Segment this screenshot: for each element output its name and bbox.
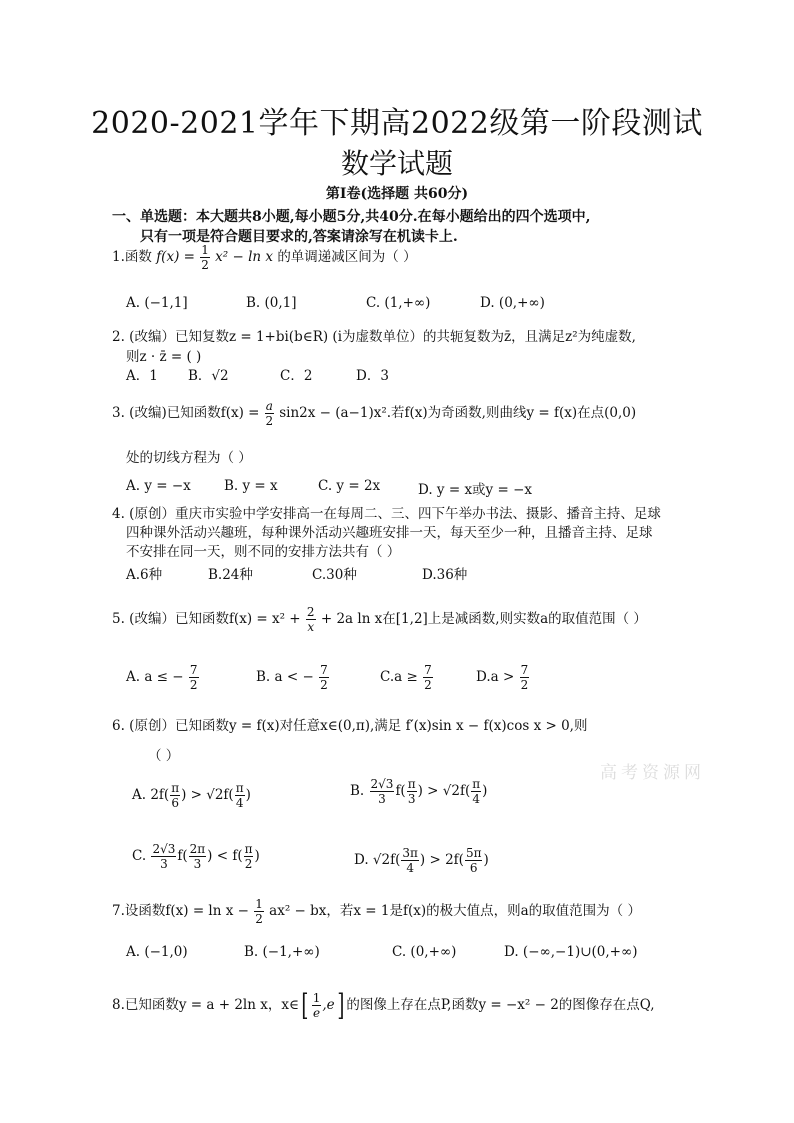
q4-option-a: A.6种: [126, 567, 163, 583]
q6-b-frac0-den: 3: [378, 792, 386, 806]
question-2-line1: 2. (改编）已知复数z = 1+bi(b∈R) (i为虚数单位）的共轭复数为z̄，且满足z²为纯虚数,: [112, 329, 636, 345]
q5-option-b-num: 7: [320, 663, 328, 677]
q6-b-frac1-den: 3: [407, 792, 416, 806]
q5-option-d-den: 2: [520, 678, 529, 692]
q6-c-frac0: [151, 843, 176, 870]
q6-b-frac0: [370, 778, 395, 805]
q1-expr-a: f(x) =: [156, 249, 200, 265]
q6-d-frac2-den: 6: [469, 861, 478, 875]
q2-option-a: A．1: [126, 368, 158, 384]
q6-b-mid2: ) > √2f(: [417, 783, 471, 799]
q5-option-a-pre: A. a ≤ −: [126, 669, 184, 685]
q6-b-pre: B.: [350, 783, 365, 799]
q6-c-frac2: [244, 843, 254, 870]
q6-d-mid: ) > 2f(: [419, 852, 464, 868]
q8-pre: 8.已知函数y = a + 2ln x，x∈: [112, 997, 299, 1013]
q6-b-frac1: [407, 778, 417, 805]
q2-option-d: D．3: [356, 368, 389, 384]
q7-fraction: [254, 898, 264, 925]
q3-option-a: A. y = −x: [126, 478, 191, 494]
q5-option-d-num: 7: [520, 663, 529, 677]
q8-post: 的图像上存在点P,函数y = −x² − 2的图像存在点Q,: [346, 997, 655, 1013]
q6-c-frac0-num: 2√3: [152, 842, 176, 856]
q6-c-end: ): [254, 848, 260, 864]
q1-expr-b: x² − ln x: [215, 249, 274, 265]
q1-fraction: [200, 244, 210, 271]
q1-option-d: D. (0,+∞): [480, 295, 545, 311]
question-2-line2: 则z · z̄ = ( ): [126, 349, 202, 365]
right-bracket: ]: [336, 988, 344, 1023]
q5-option-b-pre: B. a < −: [256, 669, 314, 685]
q6-b-frac0-num: 2√3: [370, 777, 394, 791]
q5-fraction: [306, 606, 316, 633]
q1-pre: 1.函数: [112, 249, 152, 265]
q6-c-mid1: f(: [177, 848, 188, 864]
q6-c-mid2: ) < f(: [207, 848, 243, 864]
q5-frac-den: x: [307, 620, 315, 634]
q6-c-frac1-num: 2π: [189, 842, 206, 856]
q6-b-mid1: f(: [395, 783, 406, 799]
q6-b-frac2: [471, 778, 481, 805]
q5-option-b: [256, 664, 330, 691]
q3-pre: 3. (改编)已知函数f(x) =: [112, 405, 264, 421]
q8-fraction: [312, 992, 322, 1019]
q5-option-c-pre: C.a ≥: [380, 669, 423, 685]
q3-option-c: C. y = 2x: [318, 478, 381, 494]
q5-post: + 2a ln x在[1,2]上是减函数,则实数a的取值范围（ ）: [320, 611, 647, 627]
q6-a-mid: ) > √2f(: [181, 787, 234, 803]
q6-a-frac2-den: 4: [235, 796, 244, 810]
q5-option-b-den: 2: [320, 678, 328, 692]
section-heading-line2: 只有一项是符合题目要求的,答案请涂写在机读卡上.: [140, 229, 458, 245]
q6-c-frac1-den: 3: [193, 857, 202, 871]
q6-d-end: ): [483, 852, 489, 868]
q5-option-d-fraction: [520, 664, 530, 691]
q5-option-c-num: 7: [424, 663, 432, 677]
q3-option-b: B. y = x: [224, 478, 278, 494]
question-5: [112, 606, 647, 633]
part-heading: 第Ⅰ卷(选择题 共60分): [325, 186, 469, 202]
q6-a-frac1-num: π: [171, 781, 180, 795]
q5-option-a: [126, 664, 200, 691]
q5-option-a-den: 2: [189, 678, 198, 692]
q8-interval-mid: ,e: [322, 997, 335, 1013]
q6-a-frac1-den: 6: [171, 796, 179, 810]
q3-option-d: D. y = x或y = −x: [418, 482, 533, 498]
q4-option-b: B.24种: [208, 567, 253, 583]
q6-d-frac1: [401, 847, 419, 874]
q5-option-c-den: 2: [424, 678, 432, 692]
question-4-line3: 不安排在同一天，则不同的安排方法共有（ ）: [126, 544, 401, 560]
q6-d-frac1-den: 4: [406, 861, 414, 875]
q5-option-a-fraction: [189, 664, 199, 691]
q4-option-c: C.30种: [312, 567, 357, 583]
q3-frac-num: a: [265, 399, 273, 413]
q5-option-d: [476, 664, 530, 691]
q6-c-pre: C.: [132, 848, 147, 864]
q6-c-frac2-num: π: [244, 842, 253, 856]
q6-b-frac2-den: 4: [472, 792, 480, 806]
question-8: [112, 988, 655, 1023]
question-4-line2: 四种课外活动兴趣班，每种课外活动兴趣班安排一天，每天至少一种，且播音主持、足球: [126, 525, 653, 541]
q6-d-frac2-num: 5π: [465, 846, 482, 860]
q5-option-b-fraction: [319, 664, 329, 691]
q7-option-d: D. (−∞,−1)∪(0,+∞): [504, 944, 638, 960]
q6-c-frac0-den: 3: [160, 857, 168, 871]
q6-b-end: ): [482, 783, 488, 799]
exam-title: 2020-2021学年下期高2022级第一阶段测试: [91, 106, 703, 141]
q2-option-c: C．2: [280, 368, 313, 384]
q7-option-c: C. (0,+∞): [392, 944, 457, 960]
q3-fraction: [265, 400, 274, 427]
q3-post: sin2x − (a−1)x².若f(x)为奇函数,则曲线y = f(x)在点(0,0): [279, 405, 637, 421]
q7-frac-den: 2: [255, 912, 263, 926]
q6-d-frac2: [465, 847, 483, 874]
q1-frac-den: 2: [201, 258, 209, 272]
q6-a-frac2: [235, 782, 245, 809]
q3-frac-den: 2: [265, 414, 274, 428]
q8-frac-num: 1: [312, 991, 321, 1005]
q6-b-frac2-num: π: [472, 777, 481, 791]
q7-option-b: B. (−1,+∞): [244, 944, 320, 960]
q6-option-c: [132, 843, 260, 870]
q7-option-a: A. (−1,0): [126, 944, 188, 960]
question-7: [112, 898, 641, 925]
q6-b-frac1-num: π: [407, 777, 416, 791]
q6-a-frac2-num: π: [235, 781, 244, 795]
question-3-line2: 处的切线方程为（ ）: [126, 450, 252, 466]
q8-frac-den: e: [312, 1006, 321, 1020]
q1-option-a: A. (−1,1]: [126, 295, 188, 311]
q5-option-c: [380, 664, 434, 691]
exam-subject: 数学试题: [340, 147, 453, 180]
question-6-line1: 6. (原创）已知函数y = f(x)对任意x∈(0,π),满足 f′(x)sin x − f(x)cos x > 0,则: [112, 718, 588, 734]
question-3-line1: [112, 400, 636, 427]
q1-post: 的单调递减区间为（ ）: [277, 249, 417, 265]
q7-post: ax² − bx，若x = 1是f(x)的极大值点，则a的取值范围为（ ）: [269, 903, 641, 919]
q2-option-b: B．√2: [188, 368, 229, 384]
q6-a-end: ): [245, 787, 251, 803]
q6-d-pre: D. √2f(: [354, 852, 401, 868]
q5-option-c-fraction: [423, 664, 433, 691]
q4-option-d: D.36种: [422, 567, 468, 583]
section-heading-line1: 一、单选题：本大题共8小题,每小题5分,共40分.在每小题给出的四个选项中,: [112, 209, 591, 225]
q5-pre: 5. (改编）已知函数f(x) = x² +: [112, 611, 305, 627]
q6-a-pre: A. 2f(: [132, 787, 170, 803]
q6-option-b: [350, 778, 487, 805]
q1-frac-num: 1: [201, 243, 209, 257]
q6-option-a: [132, 782, 251, 809]
left-bracket: [: [301, 988, 309, 1023]
question-4-line1: 4. (原创）重庆市实验中学安排高一在每周二、三、四下午举办书法、摄影、播音主持、足球: [112, 506, 661, 522]
q5-option-a-num: 7: [189, 663, 198, 677]
q1-option-c: C. (1,+∞): [366, 295, 431, 311]
q6-option-d: [354, 847, 489, 874]
question-1: [112, 244, 417, 271]
q5-option-d-pre: D.a >: [476, 669, 519, 685]
q7-frac-num: 1: [255, 897, 263, 911]
q1-option-b: B. (0,1]: [246, 295, 297, 311]
q7-pre: 7.设函数f(x) = ln x −: [112, 903, 254, 919]
watermark: 高考资源网: [600, 763, 705, 783]
q5-frac-num: 2: [306, 605, 315, 619]
q6-c-frac2-den: 2: [244, 857, 253, 871]
question-6-line2: （ ）: [148, 748, 180, 764]
q6-d-frac1-num: 3π: [402, 846, 418, 860]
q6-c-frac1: [189, 843, 207, 870]
q6-a-frac1: [170, 782, 180, 809]
